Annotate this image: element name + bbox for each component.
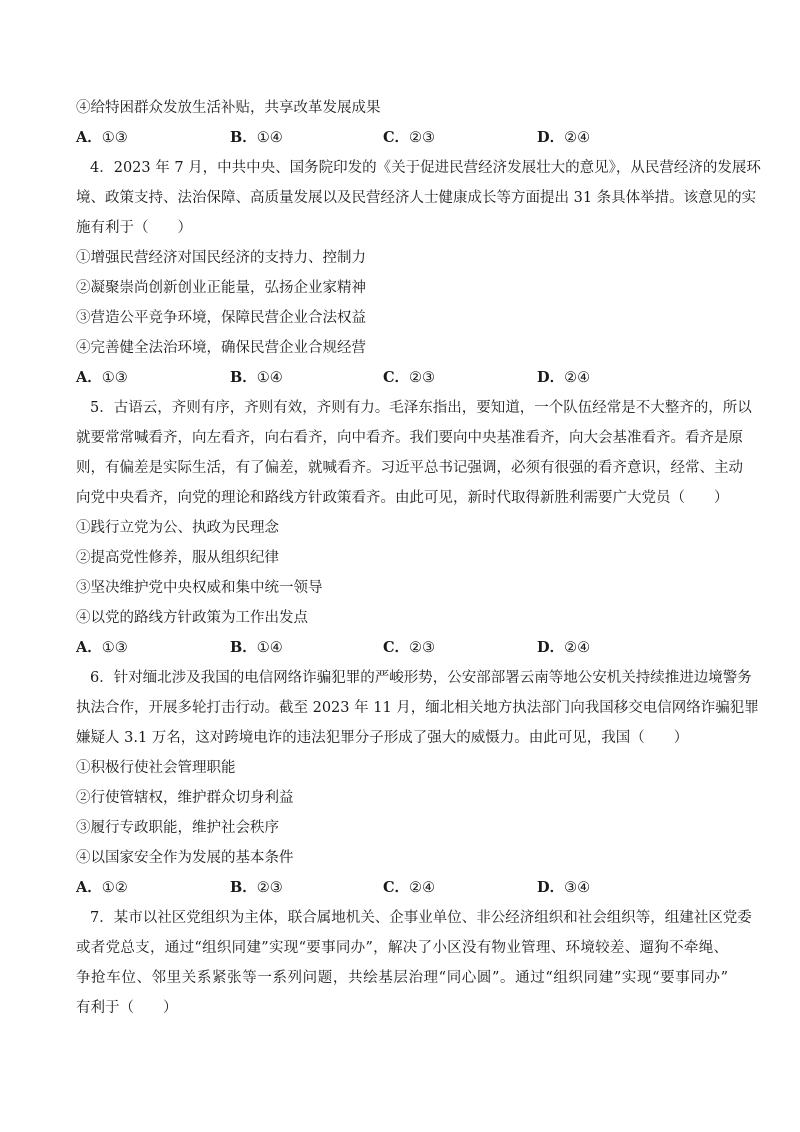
q5-option-3: ③坚决维护党中央权威和集中统一领导 — [76, 580, 323, 596]
q5-choice-d[interactable]: D．②④ — [537, 639, 591, 656]
q5-stem-line-1: 5．古语云，齐则有序，齐则有效，齐则有力。毛泽东指出，要知道，一个队伍经常是不大整齐的，所以 — [90, 400, 752, 416]
q3-choice-b[interactable]: B．①④ — [230, 129, 283, 146]
q7-stem-line-2: 或者党总支，通过“组织同建”实现“要事同办”，解决了小区没有物业管理、环境较差、遛狗不牵绳、 — [76, 940, 728, 956]
q7-stem-line-3: 争抢车位、邻里关系紧张等一系列问题，共绘基层治理“同心圆”。通过“组织同建”实现“要事同办” — [76, 970, 728, 986]
q6-choices — [76, 878, 736, 898]
q7-stem-line-1: 7．某市以社区党组织为主体，联合属地机关、企事业单位、非公经济组织和社会组织等，组建社区党委 — [90, 910, 752, 926]
q4-option-1: ①增强民营经济对国民经济的支持力、控制力 — [76, 250, 366, 266]
q6-stem-line-3: 嫌疑人 3.1 万名，这对跨境电诈的违法犯罪分子形成了强大的威慑力。由此可见，我国（ ） — [76, 730, 689, 746]
q5-choice-a[interactable]: A．①③ — [76, 639, 128, 656]
q5-choice-b[interactable]: B．①④ — [230, 639, 283, 656]
q6-choice-b[interactable]: B．②③ — [230, 879, 283, 896]
q7-stem-line-4: 有利于（ ） — [76, 1000, 178, 1016]
q5-stem-line-4: 向党中央看齐，向党的理论和路线方针政策看齐。由此可见，新时代取得新胜利需要广大党员（ ） — [76, 490, 729, 506]
q4-choice-a[interactable]: A．①③ — [76, 369, 128, 386]
q5-option-4: ④以党的路线方针政策为工作出发点 — [76, 610, 308, 626]
q5-stem-line-2: 就要常常喊看齐，向左看齐，向右看齐，向中看齐。我们要向中央基准看齐，向大会基准看齐。看齐是原 — [76, 430, 743, 446]
q3-choice-c[interactable]: C．②③ — [383, 129, 436, 146]
q4-option-4: ④完善健全法治环境，确保民营企业合规经营 — [76, 340, 366, 356]
q4-stem-line-3: 施有利于（ ） — [76, 220, 192, 236]
q6-stem-line-1: 6．针对缅北涉及我国的电信网络诈骗犯罪的严峻形势，公安部部署云南等地公安机关持续推进边境警务 — [90, 670, 752, 686]
q3-option-4: ④给特困群众发放生活补贴，共享改革发展成果 — [76, 100, 381, 116]
q6-choice-c[interactable]: C．②④ — [383, 879, 436, 896]
q3-choice-a[interactable]: A．①③ — [76, 129, 128, 146]
q6-stem-line-2: 执法合作，开展多轮打击行动。截至 2023 年 11 月，缅北相关地方执法部门向我国移交电信网络诈骗犯罪 — [76, 700, 759, 716]
q4-stem-line-2: 境、政策支持、法治保障、高质量发展以及民营经济人士健康成长等方面提出 31 条具体举措。该意见的实 — [76, 190, 757, 206]
q4-choices — [76, 368, 736, 388]
q4-stem-line-1: 4．2023 年 7 月，中共中央、国务院印发的《关于促进民营经济发展壮大的意见》，从民营经济的发展环 — [90, 160, 761, 176]
q4-option-3: ③营造公平竞争环境，保障民营企业合法权益 — [76, 310, 366, 326]
q4-choice-b[interactable]: B．①④ — [230, 369, 283, 386]
q3-choice-d[interactable]: D．②④ — [537, 129, 591, 146]
q5-choices — [76, 638, 736, 658]
q4-choice-d[interactable]: D．②④ — [537, 369, 591, 386]
q6-choice-a[interactable]: A．①② — [76, 879, 128, 896]
q3-choices — [76, 128, 736, 148]
q4-option-2: ②凝聚崇尚创新创业正能量，弘扬企业家精神 — [76, 280, 366, 296]
q5-choice-c[interactable]: C．②③ — [383, 639, 436, 656]
q6-option-2: ②行使管辖权，维护群众切身利益 — [76, 790, 294, 806]
q6-option-3: ③履行专政职能，维护社会秩序 — [76, 820, 279, 836]
q6-option-4: ④以国家安全作为发展的基本条件 — [76, 850, 294, 866]
q4-choice-c[interactable]: C．②③ — [383, 369, 436, 386]
q6-choice-d[interactable]: D．③④ — [537, 879, 591, 896]
q5-option-2: ②提高党性修养，服从组织纪律 — [76, 550, 279, 566]
q5-option-1: ①践行立党为公、执政为民理念 — [76, 520, 279, 536]
q6-option-1: ①积极行使社会管理职能 — [76, 760, 236, 776]
q5-stem-line-3: 则，有偏差是实际生活，有了偏差，就喊看齐。习近平总书记强调，必须有很强的看齐意识，经常、主动 — [76, 460, 743, 476]
